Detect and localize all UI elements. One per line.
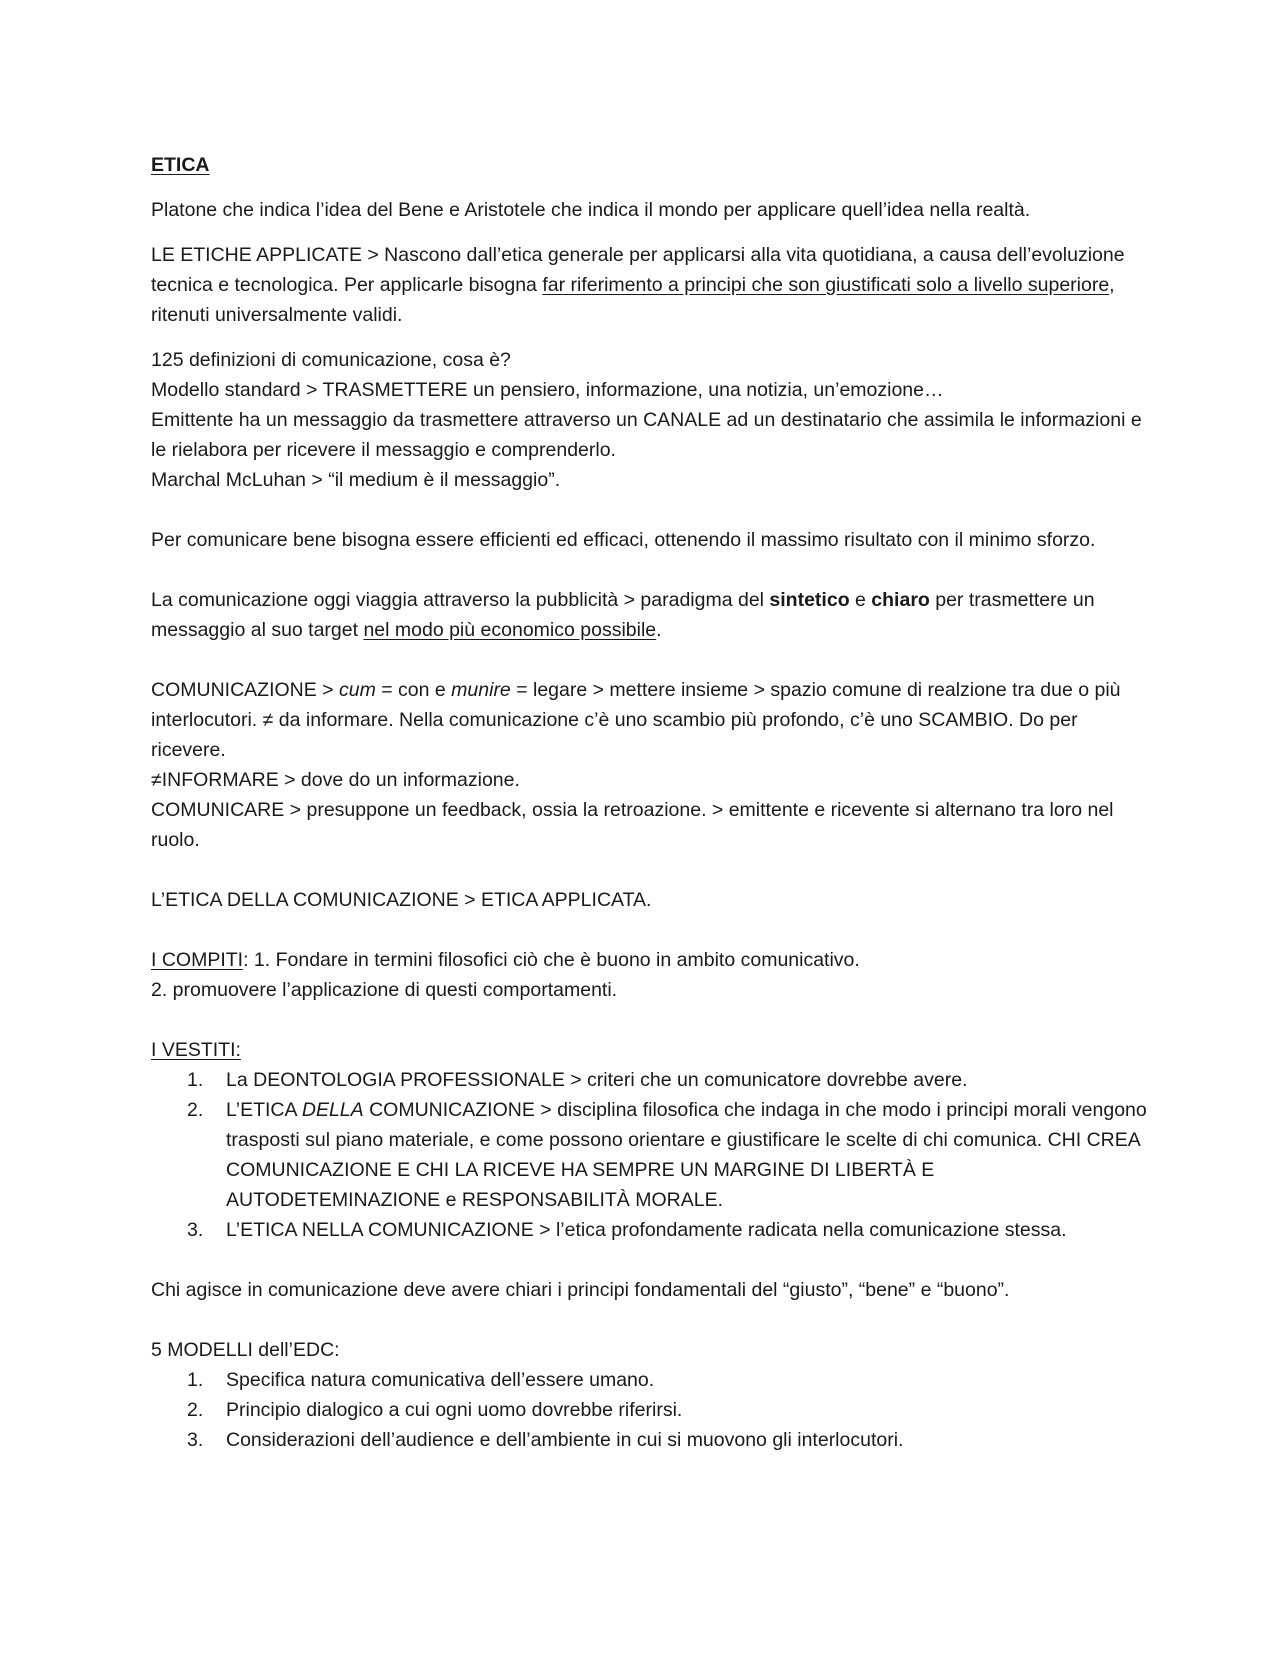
vestiti-heading: I VESTITI: (151, 1039, 241, 1061)
paragraph-pubblicita: La comunicazione oggi viaggia attraverso la pubblicità > paradigma del sintetico e chiaro per trasmettere un messaggio al suo target nel modo più economico possibile. (151, 589, 1095, 641)
list-item: 1. Specifica natura comunicativa dell’essere umano. (187, 1369, 655, 1391)
paragraph-etiche-applicate: LE ETICHE APPLICATE > Nascono dall’etica generale per applicarsi alla vita quotidiana, a causa dell’evoluzione tecnica e tecnologica. Per applicarle bisogna far riferimento a principi che son giustificati solo a livello superiore, ritenuti universalmente validi. (151, 244, 1125, 326)
list-item: 2. Principio dialogico a cui ogni uomo dovrebbe riferirsi. (187, 1399, 683, 1421)
paragraph-etica-comunicazione: L’ETICA DELLA COMUNICAZIONE > ETICA APPLICATA. (151, 889, 652, 911)
paragraph-compiti: I COMPITI: 1. Fondare in termini filosofici ciò che è buono in ambito comunicativo. 2. promuovere l’applicazione di questi comportamenti. (151, 949, 860, 1001)
paragraph-platone: Platone che indica l’idea del Bene e Aristotele che indica il mondo per applicare quell’idea nella realtà. (151, 199, 1031, 221)
underlined-phrase: far riferimento a principi che son giustificati solo a livello superiore (542, 274, 1110, 296)
list-item: 1. La DEONTOLOGIA PROFESSIONALE > criteri che un comunicatore dovrebbe avere. (187, 1069, 968, 1091)
document-page (151, 150, 1151, 1455)
underlined-phrase: nel modo più economico possibile (363, 619, 657, 641)
modelli-list (151, 1365, 1151, 1455)
section-vestiti (151, 1035, 1151, 1245)
modelli-heading: 5 MODELLI dell’EDC: (151, 1339, 340, 1361)
paragraph-giusto-bene-buono: Chi agisce in comunicazione deve avere chiari i principi fondamentali del “giusto”, “bene” e “buono”. (151, 1279, 1010, 1301)
list-item: 3. Considerazioni dell’audience e dell’ambiente in cui si muovono gli interlocutori. (187, 1429, 904, 1451)
list-item: 2. L’ETICA DELLA COMUNICAZIONE > disciplina filosofica che indaga in che modo i principi morali vengono trasposti sul piano materiale, e come possono orientare e giustificare le scelte di chi comunica. CHI CREA COMUNICAZIONE E CHI LA RICEVE HA SEMPRE UN MARGINE DI LIBERTÀ E AUTODETEMINAZIONE e RESPONSABILITÀ MORALE. (187, 1099, 1147, 1211)
paragraph-comunicare-bene: Per comunicare bene bisogna essere efficienti ed efficaci, ottenendo il massimo risultato con il minimo sforzo. (151, 529, 1096, 551)
doc-title: ETICA (151, 154, 210, 176)
paragraph-definizioni: 125 definizioni di comunicazione, cosa è? Modello standard > TRASMETTERE un pensiero, informazione, una notizia, un’emozione… Emittente ha un messaggio da trasmettere attraverso un CANALE ad un destinatario che assimila le informazioni e le rielabora per ricevere il messaggio e comprenderlo. Marchal McLuhan > “il medium è il messaggio”. (151, 349, 1142, 491)
paragraph-comunicazione: COMUNICAZIONE > cum = con e munire = legare > mettere insieme > spazio comune di realzione tra due o più interlocutori. ≠ da informare. Nella comunicazione c’è uno scambio più profondo, c’è uno SCAMBIO. Do per ricevere. ≠INFORMARE > dove do un informazione. COMUNICARE > presuppone un feedback, ossia la retroazione. > emittente e ricevente si alternano tra loro nel ruolo. (151, 679, 1121, 851)
vestiti-list (151, 1065, 1151, 1245)
list-item: 3. L’ETICA NELLA COMUNICAZIONE > l’etica profondamente radicata nella comunicazione stessa. (187, 1219, 1067, 1241)
section-modelli (151, 1335, 1151, 1455)
compiti-heading: I COMPITI (151, 949, 244, 971)
